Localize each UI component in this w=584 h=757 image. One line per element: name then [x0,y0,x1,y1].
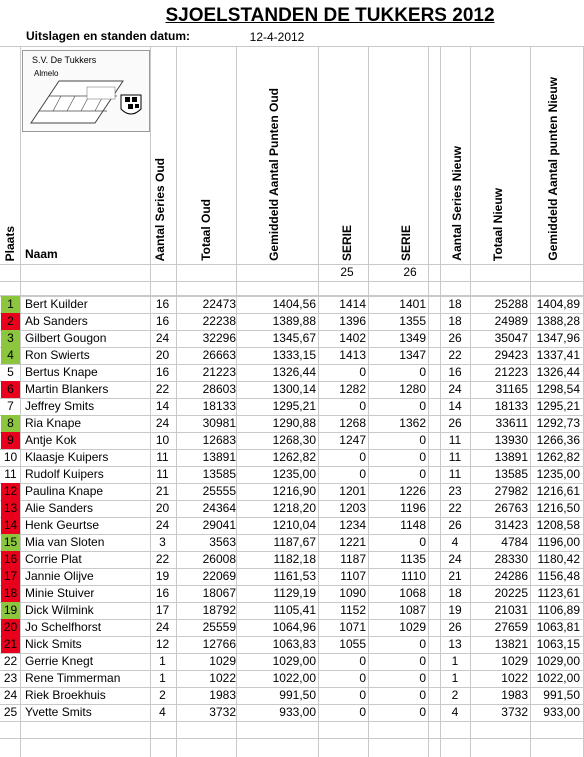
table-row [0,364,584,381]
series-nieuw-cell: 19 [448,603,462,617]
naam-cell: Corrie Plat [25,552,82,566]
table-row [0,449,584,466]
naam-cell: Rene Timmerman [25,671,121,685]
series-oud-cell: 24 [155,620,170,634]
totaal-nieuw-cell: 33611 [495,416,528,430]
gemiddeld-nieuw-cell: 1208,58 [536,518,580,532]
series-nieuw-cell: 22 [448,501,462,515]
series-nieuw-cell: 4 [451,535,459,549]
gemiddeld-nieuw-cell: 1029,00 [536,654,580,668]
naam-cell: Paulina Knape [25,484,104,498]
club-logo [22,50,150,132]
gemiddeld-nieuw-cell: 1216,50 [536,501,580,515]
table-row [0,704,584,721]
series-nieuw-cell: 26 [448,620,462,634]
gemiddeld-nieuw-cell: 1123,61 [537,586,580,600]
serie-25-cell: 0 [359,671,366,685]
totaal-nieuw-cell: 13891 [494,450,528,464]
totaal-oud-cell: 1022 [209,671,236,685]
logo-club-name: S.V. De Tukkers [32,55,97,65]
naam-cell: Riek Broekhuis [25,688,106,702]
serie-26-cell: 1148 [400,518,426,532]
table-row [0,296,584,313]
plaats-cell: 5 [7,365,14,379]
series-oud-cell: 2 [159,688,166,702]
series-oud-cell: 19 [155,569,170,583]
naam-cell: Jeffrey Smits [25,399,95,413]
gemiddeld-oud-cell: 1218,20 [272,501,316,515]
totaal-nieuw-cell: 31423 [494,518,528,532]
totaal-nieuw-cell: 25288 [494,297,528,311]
totaal-oud-cell: 13891 [202,450,236,464]
gemiddeld-oud-cell: 1129,19 [273,586,316,600]
naam-cell: Alie Sanders [25,501,94,515]
plaats-cell: 14 [1,517,20,534]
series-nieuw-cell: 18 [448,586,462,600]
header-totaal-oud: Totaal Oud [199,199,213,261]
series-nieuw-cell: 26 [448,331,462,345]
plaats-cell: 3 [1,330,20,347]
series-nieuw-cell: 4 [451,705,459,719]
serie-26-cell: 1110 [401,569,426,583]
gemiddeld-nieuw-cell: 1180,42 [537,552,580,566]
totaal-oud-cell: 22238 [202,314,236,328]
plaats-cell: 6 [1,381,20,398]
series-oud-cell: 16 [155,314,170,328]
plaats-cell: 4 [1,347,20,364]
gemiddeld-oud-cell: 1235,00 [272,467,316,481]
totaal-oud-cell: 3563 [209,535,236,549]
plaats-cell: 24 [3,688,18,702]
gemiddeld-oud-cell: 1326,44 [272,365,316,379]
series-nieuw-cell: 26 [448,416,462,430]
totaal-nieuw-cell: 13930 [494,433,528,447]
series-nieuw-cell: 14 [448,399,462,413]
series-oud-cell: 14 [155,399,170,413]
gemiddeld-oud-cell: 1216,90 [272,484,316,498]
serie-26-cell: 0 [419,688,426,702]
plaats-cell: 21 [1,636,20,653]
header-gemiddeld-nieuw: Gemiddeld Aantal punten Nieuw [546,77,560,261]
gemiddeld-nieuw-cell: 1262,82 [536,450,580,464]
series-nieuw-cell: 2 [451,688,459,702]
gemiddeld-nieuw-cell: 1337,41 [536,348,580,362]
gemiddeld-nieuw-cell: 1404,89 [536,297,580,311]
serie-25-cell: 1203 [339,501,366,515]
table-row [0,432,584,449]
plaats-cell: 22 [3,654,18,668]
table-row [0,636,584,653]
serie-25-cell: 1221 [339,535,366,549]
serie-number-1: 25 [340,265,354,279]
serie-25-cell: 1402 [339,331,366,345]
logo-city: Almelo [34,69,59,78]
serie-26-cell: 1029 [399,620,426,634]
totaal-nieuw-cell: 21031 [494,603,528,617]
plaats-cell: 7 [7,399,14,413]
header-gemiddeld-oud: Gemiddeld Aantal Punten Oud [267,88,281,261]
gemiddeld-nieuw-cell: 933,00 [543,705,580,719]
totaal-oud-cell: 18133 [202,399,236,413]
naam-cell: Yvette Smits [25,705,92,719]
totaal-oud-cell: 30981 [202,416,236,430]
gemiddeld-nieuw-cell: 1106,89 [537,603,580,617]
totaal-oud-cell: 26008 [202,552,236,566]
serie-26-cell: 0 [419,671,426,685]
series-oud-cell: 24 [155,331,170,345]
gemiddeld-nieuw-cell: 1022,00 [536,671,580,685]
serie-25-cell: 1413 [339,348,366,362]
series-oud-cell: 1 [159,654,166,668]
series-nieuw-cell: 1 [451,671,459,685]
totaal-oud-cell: 18792 [202,603,236,617]
gemiddeld-oud-cell: 933,00 [279,705,316,719]
totaal-oud-cell: 24364 [202,501,236,515]
serie-26-cell: 1347 [399,348,426,362]
naam-cell: Mia van Sloten [25,535,105,549]
table-row [0,619,584,636]
totaal-nieuw-cell: 1983 [501,688,528,702]
table-row [0,313,584,330]
table-row [0,585,584,602]
serie-25-cell: 0 [359,688,366,702]
totaal-nieuw-cell: 1022 [501,671,528,685]
naam-cell: Nick Smits [25,637,82,651]
plaats-cell: 9 [1,432,20,449]
totaal-oud-cell: 26663 [202,348,236,362]
header-plaats: Plaats [3,225,17,261]
gemiddeld-nieuw-cell: 1292,73 [536,416,580,430]
gemiddeld-oud-cell: 1333,15 [272,348,316,362]
naam-cell: Ria Knape [25,416,82,430]
series-nieuw-cell: 11 [448,450,462,464]
gemiddeld-oud-cell: 1345,67 [272,331,316,345]
plaats-cell: 18 [1,585,20,602]
gemiddeld-nieuw-cell: 1235,00 [536,467,580,481]
series-oud-cell: 16 [155,297,170,311]
header-aantal-series-oud: Aantal Series Oud [153,157,167,261]
naam-cell: Bert Kuilder [25,297,88,311]
series-oud-cell: 3 [159,535,166,549]
naam-cell: Jo Schelfhorst [25,620,102,634]
naam-cell: Rudolf Kuipers [25,467,104,481]
table-row [0,330,584,347]
naam-cell: Dick Wilmink [25,603,94,617]
series-nieuw-cell: 26 [448,518,462,532]
results-date: 12-4-2012 [249,30,305,44]
table-row [0,500,584,517]
series-oud-cell: 11 [156,467,169,481]
plaats-cell: 12 [1,483,20,500]
totaal-oud-cell: 32296 [202,331,236,345]
table-row [0,483,584,500]
serie-26-cell: 1087 [399,603,426,617]
gemiddeld-oud-cell: 1300,14 [272,382,316,396]
naam-cell: Bertus Knape [25,365,98,379]
gemiddeld-oud-cell: 1105,41 [273,603,316,617]
naam-cell: Martin Blankers [25,382,109,396]
series-nieuw-cell: 11 [448,467,462,481]
gemiddeld-nieuw-cell: 1266,36 [536,433,580,447]
serie-25-cell: 1268 [339,416,366,430]
gemiddeld-oud-cell: 1063,83 [272,637,316,651]
serie-26-cell: 1362 [399,416,426,430]
totaal-oud-cell: 25555 [202,484,236,498]
serie-25-cell: 1414 [339,297,366,311]
totaal-oud-cell: 29041 [202,518,236,532]
serie-25-cell: 0 [359,365,366,379]
gemiddeld-oud-cell: 1262,82 [272,450,316,464]
serie-25-cell: 1201 [339,484,366,498]
gemiddeld-nieuw-cell: 1388,28 [536,314,580,328]
totaal-nieuw-cell: 24286 [494,569,528,583]
totaal-oud-cell: 22473 [202,297,236,311]
serie-26-cell: 1349 [399,331,426,345]
gemiddeld-oud-cell: 1161,53 [273,569,316,583]
serie-26-cell: 1401 [399,297,426,311]
serie-25-cell: 1071 [339,620,366,634]
serie-25-cell: 1152 [340,603,366,617]
gemiddeld-nieuw-cell: 1063,15 [536,637,580,651]
serie-26-cell: 0 [419,433,426,447]
serie-26-cell: 1068 [399,586,426,600]
totaal-nieuw-cell: 21223 [494,365,528,379]
series-nieuw-cell: 21 [448,569,462,583]
serie-25-cell: 0 [359,467,366,481]
naam-cell: Antje Kok [25,433,77,447]
serie-25-cell: 1187 [340,552,366,566]
table-row [0,466,584,483]
naam-cell: Ab Sanders [25,314,88,328]
serie-25-cell: 1107 [340,569,366,583]
gemiddeld-oud-cell: 1210,04 [272,518,316,532]
series-oud-cell: 11 [156,450,169,464]
series-nieuw-cell: 24 [448,382,462,396]
totaal-nieuw-cell: 31165 [495,382,528,396]
serie-25-cell: 1396 [339,314,366,328]
totaal-oud-cell: 21223 [202,365,236,379]
table-row [0,398,584,415]
series-nieuw-cell: 11 [448,433,462,447]
totaal-nieuw-cell: 18133 [494,399,528,413]
totaal-nieuw-cell: 27659 [494,620,528,634]
plaats-cell: 20 [1,619,20,636]
results-date-label: Uitslagen en standen datum: [26,29,191,43]
totaal-oud-cell: 12683 [202,433,236,447]
naam-cell: Jannie Olijve [25,569,94,583]
table-row [0,568,584,585]
gemiddeld-nieuw-cell: 1063,81 [536,620,580,634]
table-row [0,347,584,364]
serie-25-cell: 1282 [339,382,366,396]
table-row [0,551,584,568]
totaal-oud-cell: 18067 [202,586,236,600]
naam-cell: Henk Geurtse [25,518,100,532]
gemiddeld-nieuw-cell: 1326,44 [536,365,580,379]
plaats-cell: 8 [1,415,20,432]
series-oud-cell: 10 [155,433,170,447]
gemiddeld-nieuw-cell: 1298,54 [536,382,580,396]
series-oud-cell: 4 [159,705,166,719]
serie-25-cell: 0 [359,399,366,413]
gemiddeld-oud-cell: 1295,21 [272,399,316,413]
table-row [0,602,584,619]
header-totaal-nieuw: Totaal Nieuw [491,187,505,261]
series-oud-cell: 24 [155,518,170,532]
totaal-nieuw-cell: 24989 [494,314,528,328]
series-oud-cell: 16 [155,365,170,379]
totaal-nieuw-cell: 29423 [494,348,528,362]
naam-cell: Gerrie Knegt [25,654,94,668]
series-nieuw-cell: 16 [448,365,462,379]
table-row [0,517,584,534]
serie-25-cell: 1090 [339,586,366,600]
gemiddeld-oud-cell: 1022,00 [272,671,316,685]
plaats-cell: 15 [1,534,20,551]
totaal-nieuw-cell: 13585 [494,467,528,481]
series-oud-cell: 20 [155,348,170,362]
page-title: SJOELSTANDEN DE TUKKERS 2012 [165,5,495,26]
serie-25-cell: 0 [359,450,366,464]
serie-26-cell: 1355 [399,314,426,328]
series-nieuw-cell: 22 [448,348,462,362]
totaal-oud-cell: 13585 [202,467,236,481]
totaal-oud-cell: 1983 [209,688,236,702]
naam-cell: Gilbert Gougon [25,331,107,345]
serie-26-cell: 0 [419,467,426,481]
gemiddeld-oud-cell: 991,50 [279,688,316,702]
totaal-nieuw-cell: 26763 [494,501,528,515]
totaal-oud-cell: 1029 [209,654,236,668]
plaats-cell: 23 [3,671,18,685]
series-oud-cell: 21 [155,484,170,498]
table-row [0,653,584,670]
serie-26-cell: 0 [419,399,426,413]
totaal-nieuw-cell: 3732 [501,705,528,719]
plaats-cell: 25 [3,705,18,719]
totaal-nieuw-cell: 13821 [494,637,528,651]
totaal-nieuw-cell: 27982 [494,484,528,498]
totaal-nieuw-cell: 28330 [494,552,528,566]
series-nieuw-cell: 1 [451,654,459,668]
totaal-oud-cell: 22069 [202,569,236,583]
series-oud-cell: 22 [155,382,170,396]
serie-26-cell: 0 [419,637,426,651]
gemiddeld-nieuw-cell: 1196,00 [537,535,580,549]
totaal-oud-cell: 3732 [209,705,236,719]
series-nieuw-cell: 23 [448,484,462,498]
gemiddeld-nieuw-cell: 991,50 [543,688,580,702]
totaal-nieuw-cell: 1029 [501,654,528,668]
table-row [0,670,584,687]
gemiddeld-oud-cell: 1268,30 [272,433,316,447]
plaats-cell: 10 [3,450,18,464]
table-row [0,381,584,398]
gemiddeld-oud-cell: 1404,56 [272,297,316,311]
totaal-nieuw-cell: 35047 [494,331,528,345]
plaats-cell: 11 [4,467,17,481]
naam-cell: Ron Swierts [25,348,90,362]
serie-26-cell: 0 [419,365,426,379]
plaats-cell: 1 [1,296,20,313]
totaal-oud-cell: 25559 [202,620,236,634]
serie-26-cell: 0 [419,450,426,464]
serie-26-cell: 1280 [399,382,426,396]
series-oud-cell: 1 [159,671,166,685]
header-naam: Naam [25,247,58,261]
gemiddeld-oud-cell: 1029,00 [272,654,316,668]
gemiddeld-nieuw-cell: 1216,61 [536,484,580,498]
serie-number-2: 26 [403,265,417,279]
plaats-cell: 13 [1,500,20,517]
totaal-oud-cell: 28603 [202,382,236,396]
gemiddeld-nieuw-cell: 1295,21 [536,399,580,413]
serie-26-cell: 0 [419,535,426,549]
gemiddeld-oud-cell: 1290,88 [272,416,316,430]
table-row [0,415,584,432]
serie-25-cell: 1247 [339,433,366,447]
table-row [0,687,584,704]
totaal-nieuw-cell: 4784 [501,535,528,549]
serie-26-cell: 1226 [399,484,426,498]
plaats-cell: 17 [1,568,20,585]
series-nieuw-cell: 13 [448,637,462,651]
serie-25-cell: 1055 [339,637,366,651]
header-aantal-series-nieuw: Aantal Series Nieuw [450,146,464,261]
series-nieuw-cell: 24 [448,552,462,566]
gemiddeld-nieuw-cell: 1156,48 [537,569,580,583]
table-row [0,534,584,551]
series-nieuw-cell: 18 [448,314,462,328]
serie-26-cell: 0 [419,705,426,719]
series-oud-cell: 12 [155,637,170,651]
series-oud-cell: 22 [155,552,170,566]
totaal-oud-cell: 12766 [202,637,236,651]
serie-25-cell: 0 [359,705,366,719]
naam-cell: Klaasje Kuipers [25,450,109,464]
gemiddeld-oud-cell: 1064,96 [272,620,316,634]
serie-26-cell: 1135 [400,552,426,566]
naam-cell: Minie Stuiver [25,586,95,600]
gemiddeld-oud-cell: 1187,67 [273,535,316,549]
gemiddeld-nieuw-cell: 1347,96 [536,331,580,345]
plaats-cell: 19 [1,602,20,619]
serie-25-cell: 0 [359,654,366,668]
gemiddeld-oud-cell: 1389,88 [272,314,316,328]
series-oud-cell: 24 [155,416,170,430]
serie-25-cell: 1234 [339,518,366,532]
series-oud-cell: 20 [155,501,170,515]
header-serie-2: SERIE [399,224,413,261]
gemiddeld-oud-cell: 1182,18 [273,552,316,566]
plaats-cell: 2 [1,313,20,330]
serie-26-cell: 0 [419,654,426,668]
plaats-cell: 16 [1,551,20,568]
serie-26-cell: 1196 [400,501,426,515]
series-nieuw-cell: 18 [448,297,462,311]
totaal-nieuw-cell: 20225 [494,586,528,600]
series-oud-cell: 16 [155,586,170,600]
series-oud-cell: 17 [155,603,170,617]
header-serie-1: SERIE [340,224,354,261]
